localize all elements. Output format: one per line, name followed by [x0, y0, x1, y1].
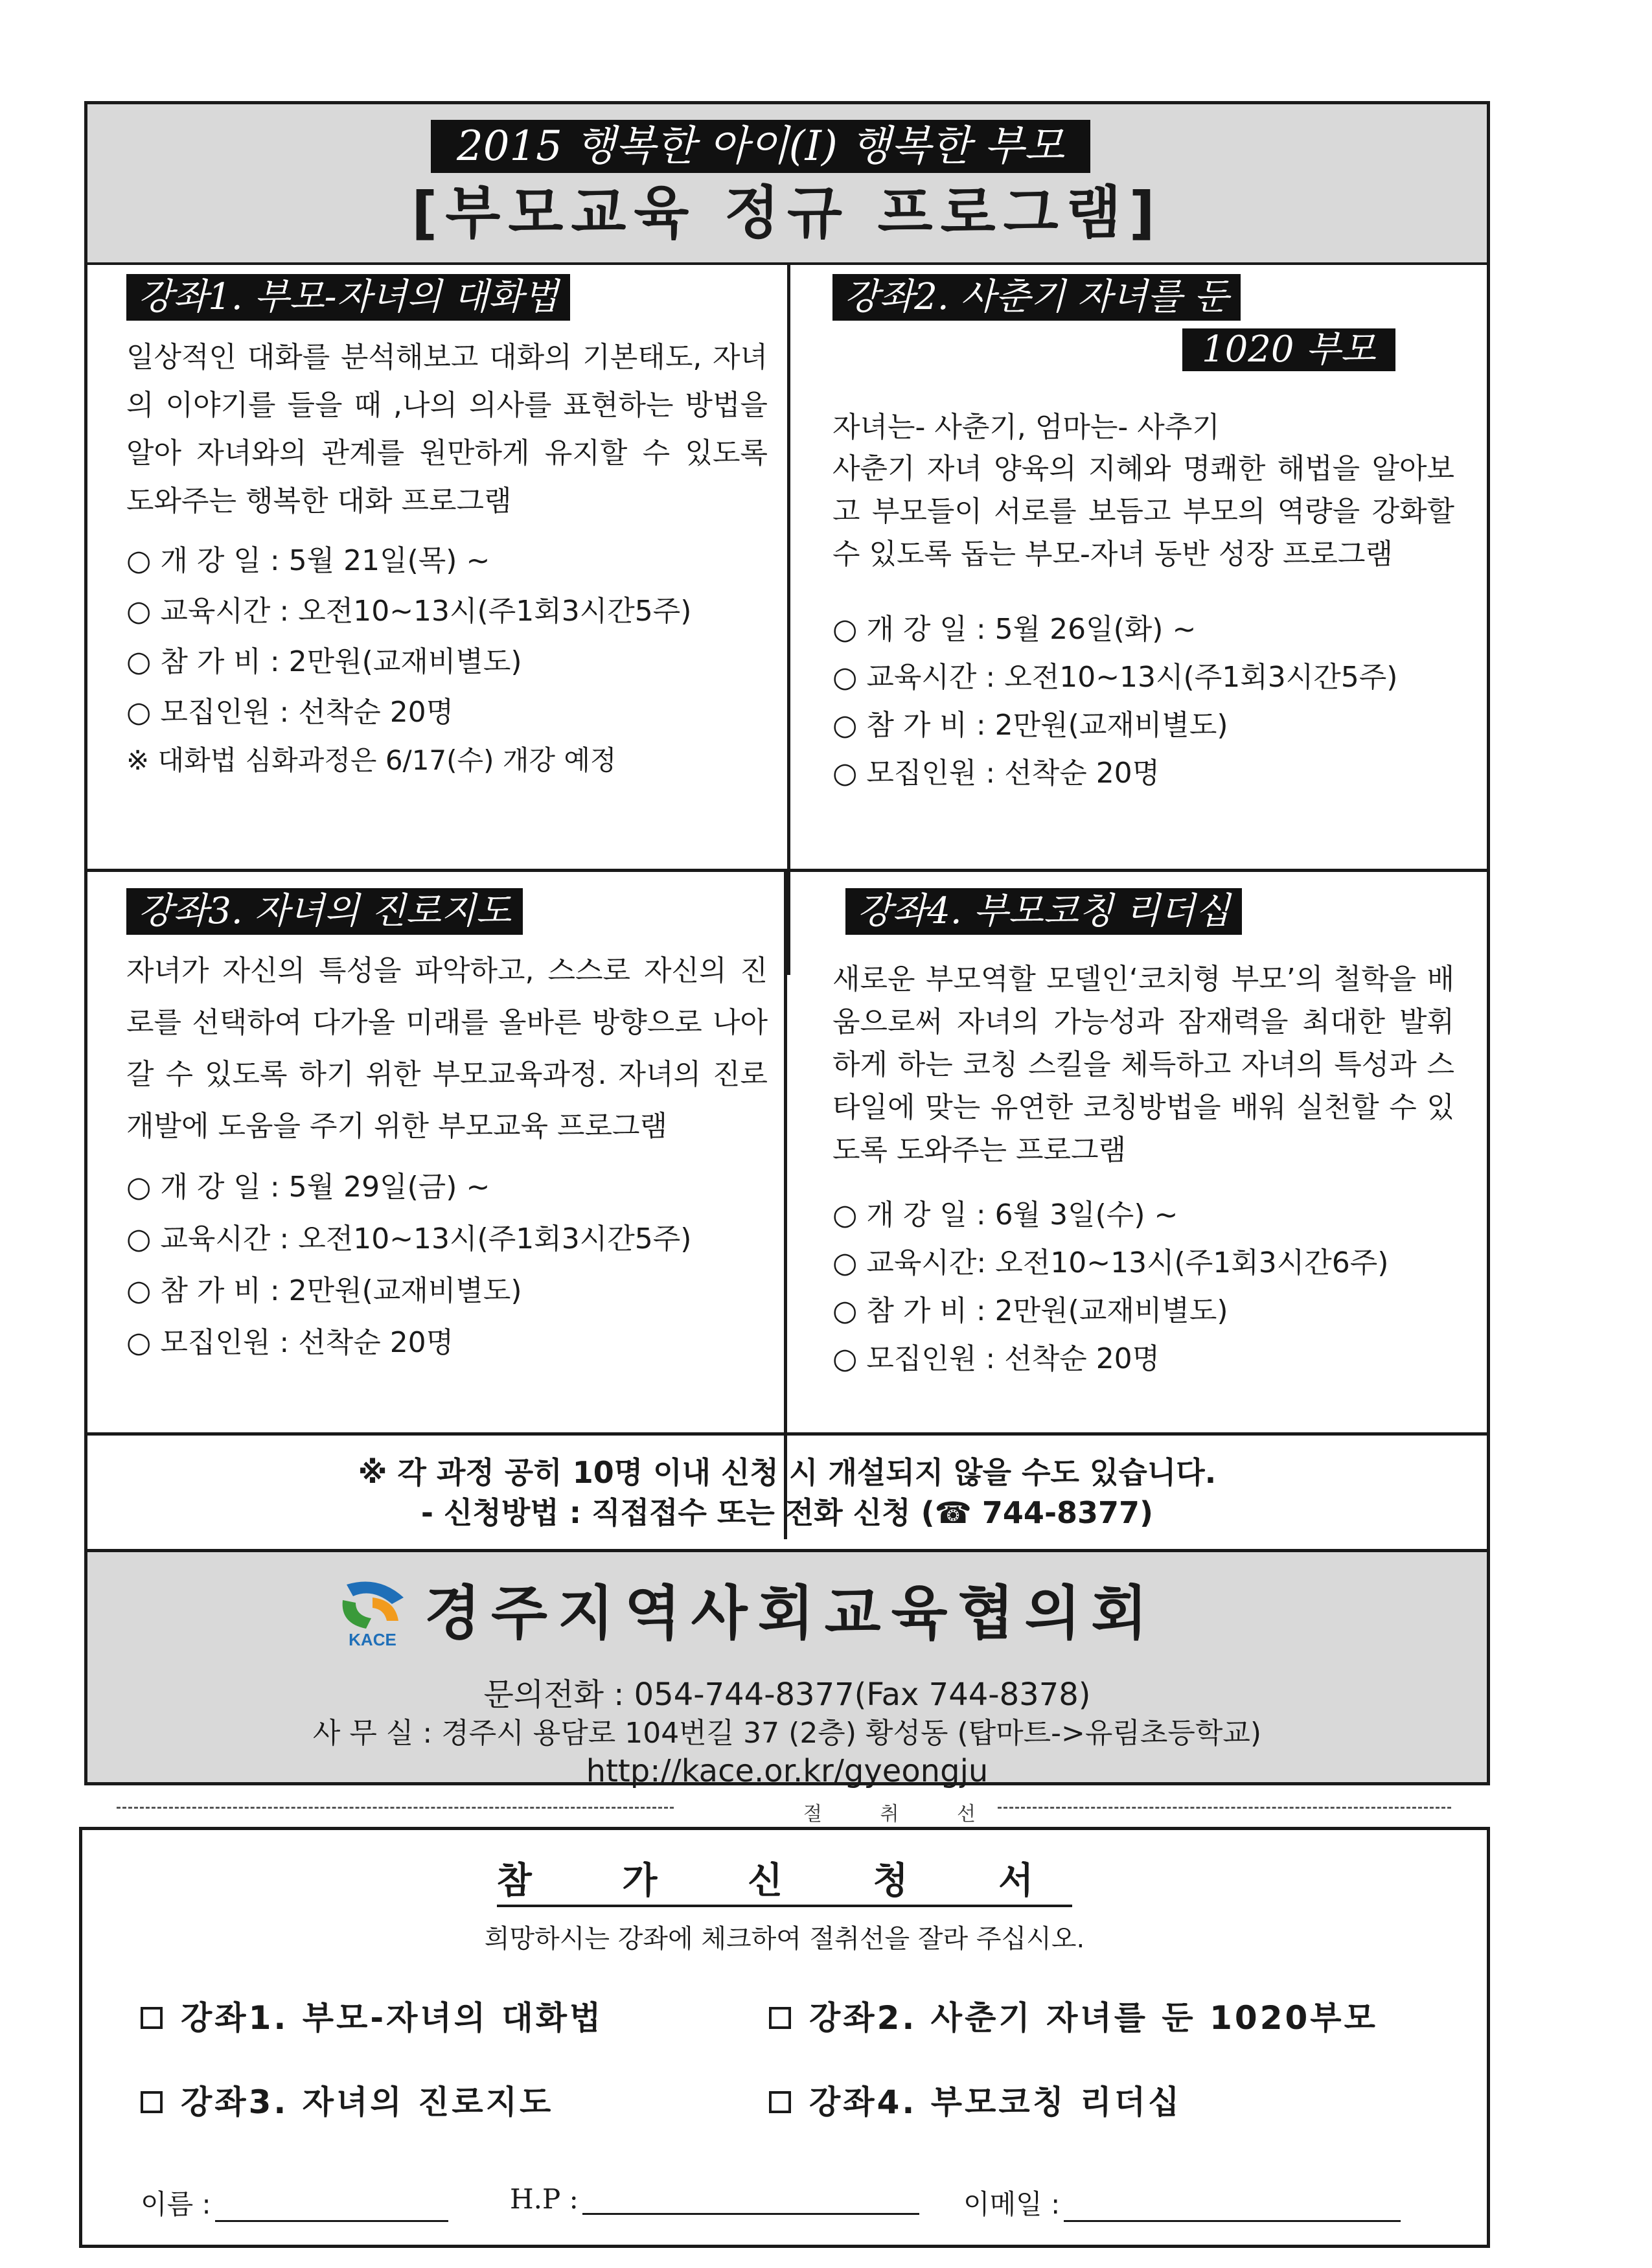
website-url[interactable]: http://kace.or.kr/gyeongju — [586, 1753, 989, 1789]
checkbox-course-4[interactable] — [769, 2091, 791, 2113]
option-course-3[interactable] — [141, 2076, 553, 2123]
course-2-info — [832, 606, 1454, 797]
option-course-1-label: 강좌1. 부모-자녀의 대화법 — [181, 1999, 604, 2037]
course-2-body — [832, 404, 1454, 797]
form-title-text: 참 가 신 청 서 — [497, 1860, 1072, 1907]
course-4-schedule: ○ 교육시간: 오전10~13시(주1회3시간6주) — [832, 1246, 1389, 1279]
course-3-start-date: ○ 개 강 일 : 5월 29일(금) ~ — [126, 1171, 490, 1204]
course-3-description: 자녀가 자신의 특성을 파악하고, 스스로 자신의 진로를 선택하여 다가올 미래를 올바른 방향으로 나아갈 수 있도록 하기 위한 부모교육과정. 자녀의 진로개발에 도움을 주기 위한 부모교육 프로그램 — [126, 954, 768, 1143]
course-2-tagline: 자녀는- 사춘기, 엄마는- 사추기 — [832, 411, 1220, 444]
option-course-4[interactable] — [769, 2076, 1182, 2123]
course-3-title: 강좌3. 자녀의 진로지도 — [126, 888, 523, 935]
logo-text: KACE — [349, 1630, 396, 1649]
poster-header — [87, 104, 1487, 265]
course-1-fee: ○ 참 가 비 : 2만원(교재비별도) — [126, 645, 522, 678]
course-4-description: 새로운 부모역할 모델인‘코치형 부모’의 철학을 배움으로써 자녀의 가능성과 잠재력을 최대한 발휘하게 하는 코칭 스킬을 체득하고 자녀의 특성과 스타일에 맞는 유연한 코칭방법을 배워 실천할 수 있도록 도와주는 프로그램 — [832, 963, 1454, 1167]
main-title: [부모교육 정규 프로그램] — [411, 179, 1163, 246]
course-1-capacity: ○ 모집인원 : 선착순 20명 — [126, 696, 454, 729]
course-4-title: 강좌4. 부모코칭 리더십 — [845, 888, 1242, 935]
contact-phone: 문의전화 : 054-744-8377(Fax 744-8378) — [483, 1677, 1091, 1713]
grid-divider-horizontal-middle — [87, 869, 1487, 872]
course-2-start-date: ○ 개 강 일 : 5월 26일(화) ~ — [832, 613, 1197, 646]
course-1-schedule: ○ 교육시간 : 오전10~13시(주1회3시간5주) — [126, 595, 692, 628]
course-1-description: 일상적인 대화를 분석해보고 대화의 기본태도, 자녀의 이야기를 들을 때 ,나의 의사를 표현하는 방법을 알아 자녀와의 관계를 원만하게 유지할 수 있도록 도와주는 행복한 대화 프로그램 — [126, 341, 768, 518]
name-field[interactable] — [141, 2183, 448, 2222]
course-1-start-date: ○ 개 강 일 : 5월 21일(목) ~ — [126, 544, 490, 577]
cut-line-label: 절 취 선 — [803, 1803, 1002, 1826]
course-1-title: 강좌1. 부모-자녀의 대화법 — [126, 274, 570, 321]
option-course-4-label: 강좌4. 부모코칭 리더십 — [809, 2083, 1182, 2121]
course-4 — [832, 888, 1454, 1383]
course-2-description: 사춘기 자녀 양육의 지혜와 명쾌한 해법을 알아보고 부모들이 서로를 보듬고 부모의 역량을 강화할 수 있도록 돕는 부모-자녀 동반 성장 프로그램 — [832, 452, 1454, 571]
course-2-capacity: ○ 모집인원 : 선착순 20명 — [832, 757, 1160, 790]
course-3-capacity: ○ 모집인원 : 선착순 20명 — [126, 1326, 454, 1359]
course-2-fee: ○ 참 가 비 : 2만원(교재비별도) — [832, 709, 1228, 742]
grid-divider-vertical-top — [787, 262, 790, 975]
office-address: 사 무 실 : 경주시 용담로 104번길 37 (2층) 황성동 (탑마트->유림초등학교) — [312, 1717, 1262, 1750]
form-title — [82, 1852, 1487, 1904]
course-1-note: ※ 대화법 심화과정은 6/17(수) 개강 예정 — [126, 744, 617, 776]
course-4-start-date: ○ 개 강 일 : 6월 3일(수) ~ — [832, 1198, 1178, 1231]
course-1-info — [126, 536, 768, 738]
program-poster — [84, 101, 1490, 1789]
option-course-1[interactable] — [141, 1992, 603, 2039]
cut-line-dash-right — [998, 1807, 1451, 1809]
option-course-2[interactable] — [769, 1992, 1378, 2039]
application-form — [79, 1827, 1490, 2248]
phone-field-label: H.P : — [510, 2183, 579, 2215]
course-3 — [126, 888, 768, 1369]
checkbox-course-1[interactable] — [141, 2007, 163, 2029]
course-2-schedule: ○ 교육시간 : 오전10~13시(주1회3시간5주) — [832, 661, 1398, 694]
course-1 — [126, 274, 768, 783]
course-4-capacity: ○ 모집인원 : 선착순 20명 — [832, 1342, 1160, 1375]
course-2 — [832, 274, 1454, 857]
cut-line-dash-left — [117, 1807, 674, 1809]
organization-footer — [87, 1552, 1487, 1789]
year-banner: 2015 행복한 아이(I) 행복한 부모 — [431, 120, 1090, 173]
email-field[interactable] — [963, 2183, 1401, 2222]
form-instruction: 희망하시는 강좌에 체크하여 절취선을 잘라 주십시오. — [484, 1924, 1085, 1954]
cut-line — [117, 1798, 1451, 1826]
checkbox-course-3[interactable] — [141, 2091, 163, 2113]
phone-field-line[interactable] — [582, 2187, 919, 2215]
name-field-line[interactable] — [215, 2194, 448, 2222]
notice-application-method: - 신청방법 : 직접접수 또는 전화 신청 (☎ 744-8377) — [420, 1495, 1154, 1530]
course-3-info — [126, 1162, 768, 1369]
name-field-label: 이름 : — [141, 2188, 211, 2220]
email-field-label: 이메일 : — [963, 2188, 1061, 2220]
organization-name: 경주지역사회교육협의회 — [424, 1579, 1158, 1647]
option-course-3-label: 강좌3. 자녀의 진로지도 — [181, 2083, 554, 2121]
course-3-fee: ○ 참 가 비 : 2만원(교재비별도) — [126, 1274, 522, 1307]
course-4-fee: ○ 참 가 비 : 2만원(교재비별도) — [832, 1294, 1228, 1327]
course-2-title-line2: 1020 부모 — [1182, 328, 1395, 371]
course-3-schedule: ○ 교육시간 : 오전10~13시(주1회3시간5주) — [126, 1222, 692, 1255]
course-2-title: 강좌2. 사춘기 자녀를 둔 — [832, 274, 1241, 321]
email-field-line[interactable] — [1064, 2194, 1401, 2222]
checkbox-course-2[interactable] — [769, 2007, 791, 2029]
notice-section — [87, 1436, 1487, 1549]
kace-logo-icon — [334, 1578, 411, 1649]
notice-minimum-enrollment: ※ 각 과정 공히 10명 이내 신청 시 개설되지 않을 수도 있습니다. — [358, 1455, 1217, 1490]
phone-field[interactable] — [510, 2183, 919, 2215]
option-course-2-label: 강좌2. 사춘기 자녀를 둔 1020부모 — [809, 1999, 1378, 2037]
course-4-info — [832, 1191, 1454, 1383]
